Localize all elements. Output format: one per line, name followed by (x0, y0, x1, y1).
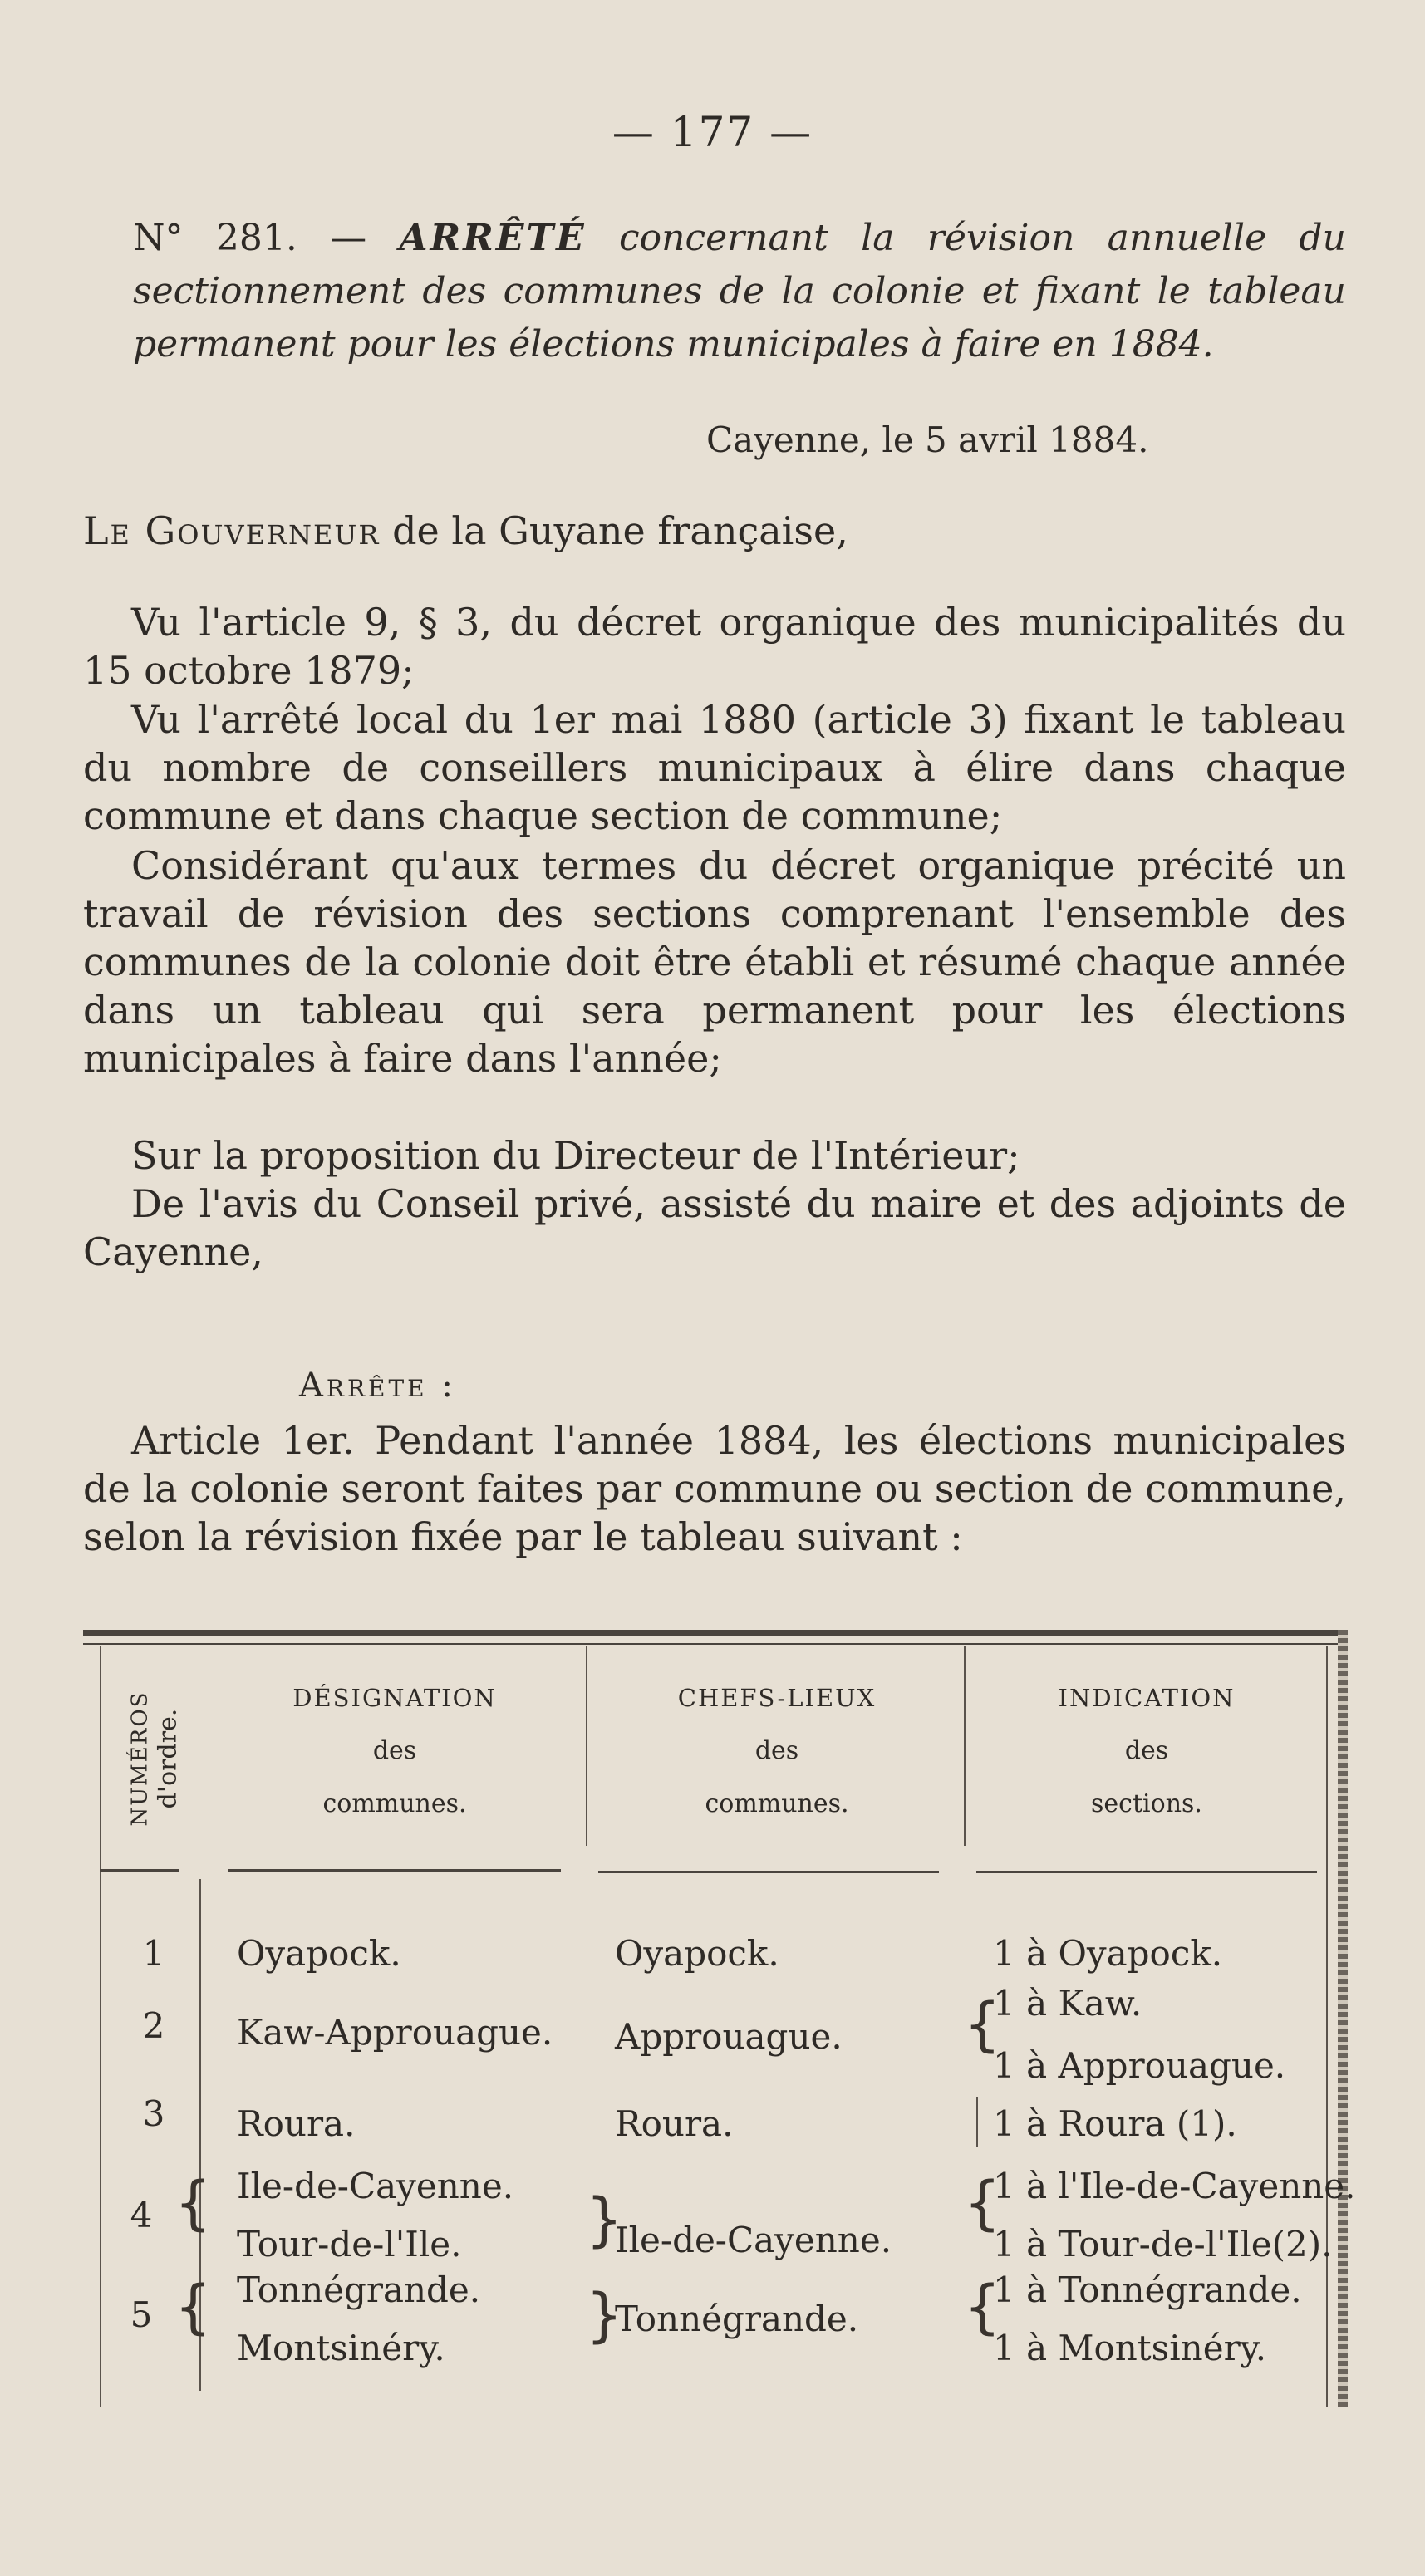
commune-name: Tonnégrande. (237, 2269, 481, 2310)
preamble-paragraph: Sur la proposition du Directeur de l'Intérieur; (131, 1133, 1020, 1178)
brace: { (964, 1990, 1001, 2058)
commune-name: Oyapock. (237, 1933, 401, 1974)
decree-heading (133, 212, 1346, 371)
dateline: Cayenne, le 5 avril 1884. (706, 420, 1149, 460)
preamble-paragraph: Vu l'article 9, § 3, du décret organique des municipalités du 15 octobre 1879; (83, 600, 1346, 693)
row-number: 3 (142, 2093, 165, 2134)
table-border-right (1326, 1646, 1328, 2407)
governor-line (83, 507, 1346, 555)
chef-lieu: Ile-de-Cayenne. (615, 2220, 892, 2260)
brace: { (174, 2273, 212, 2341)
decree-number: N° 281. — (133, 217, 367, 259)
header-chefs-lieux-line1: CHEFS-LIEUX (677, 1684, 877, 1712)
section: 1 à Montsinéry. (993, 2328, 1267, 2368)
commune-name: Roura. (237, 2103, 356, 2144)
header-indication-line3: sections. (1091, 1789, 1202, 1818)
chef-lieu: Roura. (615, 2103, 734, 2144)
brace: { (964, 2273, 1001, 2341)
brace: } (586, 2186, 623, 2254)
arrete-label: Arrête : (299, 1367, 456, 1405)
decree-keyword: ARRÊTÉ (399, 217, 587, 259)
header-numeros-line1: NUMÉROS (127, 1690, 152, 1827)
header-numeros (108, 1676, 199, 1842)
table-top-rule (83, 1630, 1346, 1636)
row-number: 1 (142, 1933, 165, 1974)
header-rule (100, 1869, 179, 1872)
commune-name: Montsinéry. (237, 2328, 445, 2368)
governor-title-rest: de la Guyane française, (380, 508, 848, 553)
decree-title: concernant la révision annuelle du sectionnement des communes de la colonie et fixant le tableau permanent pour les élections municipales à faire en 1884. (133, 217, 1346, 366)
column-divider (964, 1646, 966, 1846)
article-1: Article 1er. Pendant l'année 1884, les élections municipales de la colonie seront faites par commune ou section de commune, selon la révision fixée par le tableau suivant : (83, 1418, 1346, 1559)
section: 1 à Oyapock. (993, 1933, 1223, 1974)
table-top-rule-thin (83, 1643, 1346, 1645)
page-number: — 177 — (612, 108, 813, 156)
header-designation (208, 1671, 582, 1831)
row-number: 5 (130, 2294, 153, 2335)
brace: } (586, 2281, 623, 2349)
section: 1 à l'Ile-de-Cayenne. (993, 2166, 1356, 2206)
chef-lieu: Tonnégrande. (615, 2299, 859, 2339)
header-rule (598, 1871, 939, 1873)
preamble-paragraph: Considérant qu'aux termes du décret organique précité un travail de révision des sections comprenant l'ensemble des communes de la colonie doit être établi et résumé chaque année dans un tableau qui sera permanent pour les élections municipales à faire dans l'année; (83, 843, 1346, 1081)
header-chefs-lieux-line2: des (754, 1736, 799, 1765)
header-chefs-lieux (590, 1671, 964, 1831)
brace: { (174, 2169, 212, 2237)
row-mark (976, 2097, 978, 2147)
row-number: 4 (130, 2195, 153, 2235)
preamble-paragraph: Vu l'arrêté local du 1er mai 1880 (article 3) fixant le tableau du nombre de conseillers municipaux à élire dans chaque commune et dans chaque section de commune; (83, 697, 1346, 838)
section: 1 à Tonnégrande. (993, 2269, 1302, 2310)
header-designation-line1: DÉSIGNATION (292, 1684, 497, 1712)
table-edge (1338, 1630, 1348, 2407)
chef-lieu: Oyapock. (615, 1933, 779, 1974)
section: 1 à Kaw. (993, 1983, 1142, 2024)
section: 1 à Tour-de-l'Ile(2). (993, 2224, 1333, 2264)
sections-table (83, 1630, 1356, 2407)
section: 1 à Approuague. (993, 2045, 1286, 2086)
governor-title: Le Gouverneur (83, 508, 381, 553)
header-chefs-lieux-line3: communes. (705, 1789, 849, 1818)
header-indication-line2: des (1124, 1736, 1169, 1765)
commune-name: Ile-de-Cayenne. (237, 2166, 514, 2206)
preamble-paragraph: De l'avis du Conseil privé, assisté du maire et des adjoints de Cayenne, (83, 1181, 1346, 1274)
header-rule (228, 1869, 561, 1872)
chef-lieu: Approuague. (615, 2016, 843, 2057)
row-number: 2 (142, 2005, 165, 2046)
header-designation-line3: communes. (322, 1789, 467, 1818)
commune-name: Kaw-Approuague. (237, 2012, 553, 2053)
header-rule (976, 1871, 1317, 1873)
header-numeros-line2: d'ordre. (153, 1708, 182, 1809)
header-indication-line1: INDICATION (1058, 1684, 1236, 1712)
section: 1 à Roura (1). (993, 2103, 1237, 2144)
table-border-left (100, 1646, 101, 2407)
brace: { (964, 2169, 1001, 2237)
column-divider (586, 1646, 587, 1846)
commune-name: Tour-de-l'Ile. (237, 2224, 462, 2264)
header-designation-line2: des (372, 1736, 417, 1765)
header-indication (968, 1671, 1325, 1831)
